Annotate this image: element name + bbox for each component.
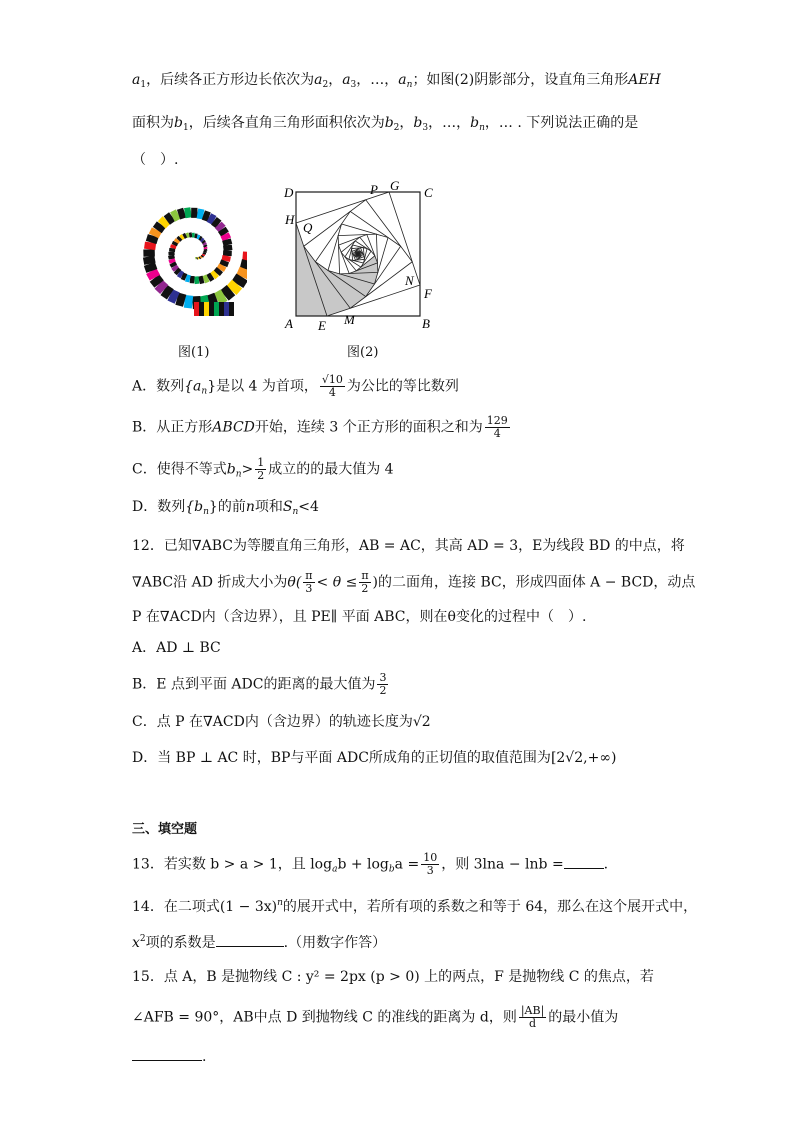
spiral-segment	[205, 247, 206, 249]
text: .	[202, 1049, 207, 1065]
spiral-segment	[198, 258, 199, 259]
fraction	[421, 852, 439, 877]
spiral-segment	[220, 265, 223, 269]
spiral-segment	[209, 299, 217, 302]
q11-option-d: D．数列$\{b_n\}$的前n项和$S_n<4$	[132, 499, 319, 517]
spiral-segment	[224, 290, 231, 295]
spiral-tail-segment	[209, 302, 214, 316]
spiral-segment	[170, 295, 177, 298]
math: (1 − 3x)	[219, 899, 278, 915]
text: ，… . 下列说法正确的是	[484, 115, 639, 131]
text: <4	[298, 499, 319, 515]
text: 开始，连续 3 个正方形的面积之和为	[254, 419, 483, 436]
text: C．使得不等式	[132, 461, 227, 478]
text: 的展开式中，若所有项的系数之和等于 64，那么在这个展开式中，	[282, 899, 698, 915]
math-b1: b	[174, 115, 183, 131]
label-F: F	[424, 286, 432, 301]
math: {a	[184, 378, 202, 395]
text: ，后续各正方形边长依次为	[146, 72, 315, 88]
spiral-segment	[204, 243, 205, 245]
math: x	[132, 935, 140, 951]
spiral-segment	[172, 214, 178, 217]
math-aeh: AEH	[628, 72, 661, 88]
text: ，…，	[356, 72, 399, 88]
spiral-segment	[208, 276, 212, 279]
numerator: √10	[321, 373, 343, 386]
spiral-segment	[218, 225, 222, 229]
spiral-segment	[149, 257, 150, 264]
spiral-segment	[149, 264, 151, 271]
spiral-segment	[238, 277, 243, 284]
spiral-segment	[186, 278, 190, 279]
q13-line	[132, 852, 608, 880]
label-H: H	[285, 212, 295, 227]
text: ，	[328, 72, 343, 88]
text: }的前	[208, 499, 246, 515]
math: {b	[185, 499, 204, 515]
label-D: D	[284, 185, 294, 200]
math: n	[245, 499, 255, 515]
fraction	[303, 570, 314, 595]
math-a2: a	[314, 72, 323, 88]
text: 成立的的最大值为 4	[268, 461, 394, 478]
q11-intro-line-1: $a_1$，后续各正方形边长依次为$a_2$，$a_3$，…，$a_n$；如图(2)阴影部分，设直角三角形AEH	[132, 72, 661, 90]
math: θ(	[287, 574, 302, 591]
fraction	[255, 457, 266, 482]
spiral-segment	[162, 220, 167, 225]
spiral-segment	[197, 213, 203, 214]
superscript: n	[277, 898, 283, 908]
text: 项和	[254, 499, 283, 515]
numerator: 3	[379, 671, 387, 684]
spiral-segment	[176, 240, 178, 243]
q11-intro-line-2: 面积为$b_1$，后续各直角三角形面积依次为$b_2$，$b_3$，…，$b_n$，… . 下列说法正确的是	[132, 115, 639, 133]
spiral-segment	[226, 240, 228, 245]
spiral-segment	[199, 279, 203, 280]
spiral-segment	[197, 237, 199, 238]
spiral-segment	[203, 215, 209, 217]
text: ，	[399, 115, 414, 131]
spiral-segment	[204, 278, 208, 280]
spiral-segment	[223, 261, 225, 266]
q15-line-3	[132, 1046, 206, 1067]
text: ∇ABC沿 AD 折成大小为	[132, 574, 288, 591]
text: 的最小值为	[548, 1009, 619, 1026]
text: }是以 4 为首项，	[207, 378, 318, 395]
label-N: N	[405, 273, 414, 288]
spiral-segment	[176, 270, 179, 273]
spiral-segment	[231, 284, 237, 290]
label-Q: Q	[303, 220, 313, 235]
q14-line-2	[132, 929, 386, 953]
spiral-segment	[182, 276, 186, 278]
spiral-segment	[157, 225, 161, 231]
q12-line-3: P 在∇ACD内（含边界），且 PE∥ 平面 ABC，则在θ变化的过程中（ ）.	[132, 609, 587, 625]
spiral-segment	[222, 229, 225, 234]
spiral-segment	[203, 241, 205, 243]
denominator: d	[529, 1017, 537, 1030]
q11-option-c: C．使得不等式$b_n>$ $\frac{1}{2}$ 成立的的最大值为 4	[132, 456, 394, 482]
spiral-segment	[179, 213, 185, 215]
spiral-segment	[171, 259, 172, 263]
subscript: a	[332, 864, 338, 875]
text: ，后续各直角三角形面积依次为	[188, 115, 385, 131]
label-G: G	[390, 180, 400, 193]
text: >	[241, 461, 254, 478]
numerator: 129	[486, 414, 508, 427]
denominator: 3	[426, 864, 434, 877]
text: b + log	[337, 856, 389, 873]
spiral-tail-segment	[224, 302, 229, 316]
spiral-tail-segment	[199, 302, 204, 316]
denominator: 2	[361, 582, 369, 595]
q11-answer-bracket: （ ）.	[132, 152, 179, 168]
numerator: π	[305, 569, 313, 582]
spiral-segment	[205, 245, 206, 247]
superscript: 2	[139, 934, 146, 944]
math: √2	[412, 714, 431, 730]
text: A．数列	[132, 378, 185, 395]
text: 项的系数是	[145, 935, 216, 951]
math-bn: b	[470, 115, 480, 131]
fraction	[320, 374, 345, 399]
spiral-segment	[217, 295, 224, 299]
q12-option-a: A．AD ⊥ BC	[132, 640, 221, 656]
spiral-segment	[172, 263, 174, 266]
q12-line-2	[132, 570, 695, 595]
label-A: A	[285, 316, 293, 331]
spiral-segment	[150, 242, 151, 249]
answer-blank[interactable]	[132, 1046, 202, 1061]
text: ；如图(2)阴影部分，设直角三角形	[412, 72, 629, 88]
spiral-segment	[201, 239, 203, 240]
q11-option-b	[132, 415, 512, 440]
text: ，则 3lna − lnb =	[441, 856, 564, 873]
spiral-segment	[167, 217, 172, 221]
q15-line-2	[132, 1005, 618, 1030]
spiral-segment	[227, 245, 228, 250]
math-an: a	[398, 72, 407, 88]
math: [2√2,+∞)	[550, 750, 617, 766]
text: 面积为	[132, 115, 174, 131]
spiral-segment	[225, 234, 227, 239]
spiral-segment	[151, 236, 153, 243]
figure-2-nested-squares	[282, 180, 442, 335]
spiral-segment	[171, 255, 172, 259]
numerator: |AB|	[520, 1004, 545, 1017]
spiral-segment	[174, 267, 177, 270]
text: B．E 点到平面 ADC的距离的最大值为	[132, 676, 376, 693]
denominator: 3	[305, 582, 313, 595]
spiral-segment	[199, 257, 200, 258]
q12-option-d	[132, 748, 616, 768]
spiral-segment	[214, 221, 219, 225]
text: a =	[394, 856, 420, 873]
denominator: 2	[257, 469, 265, 482]
math: ABCD	[212, 419, 255, 436]
spiral-segment	[178, 238, 180, 240]
text: ，…，	[428, 115, 471, 131]
text: 13．若实数 b > a > 1，且 log	[132, 856, 333, 873]
fraction	[485, 415, 510, 440]
spiral-segment	[189, 235, 192, 236]
spiral-segment	[201, 257, 202, 258]
spiral-tail-segment	[229, 302, 234, 316]
spiral-segment	[185, 301, 193, 302]
label-E: E	[318, 318, 326, 333]
figure-2-caption: 图(2)	[347, 345, 379, 360]
fraction	[377, 672, 388, 697]
spiral-tail-segment	[219, 302, 224, 316]
figure-1-spiral	[132, 190, 247, 330]
label-B: B	[422, 316, 430, 331]
spiral-segment	[226, 256, 227, 261]
q12-option-b	[132, 672, 390, 697]
section-title: 三、填空题	[132, 822, 198, 837]
fraction	[519, 1005, 546, 1030]
q12-line-1: 12．已知∇ABC为等腰直角三角形，AB = AC，其高 AD = 3，E为线段 BD 的中点，将	[132, 538, 685, 554]
numerator: π	[361, 569, 369, 582]
spiral-segment	[184, 235, 187, 236]
denominator: 2	[379, 684, 387, 697]
spiral-tail-segment	[204, 302, 209, 316]
numerator: 10	[423, 851, 438, 864]
spiral-segment	[213, 273, 217, 276]
spiral-segment	[186, 235, 189, 236]
math: < θ ≤	[316, 574, 358, 591]
spiral-segment	[199, 238, 201, 239]
spiral-segment	[217, 270, 220, 274]
text: ∠AFB = 90°，AB中点 D 到抛物线 C 的准线的距离为 d，则	[132, 1009, 517, 1026]
math: S	[282, 499, 293, 515]
spiral-segment	[151, 271, 155, 278]
math-a1: a	[132, 72, 141, 88]
spiral-segment	[154, 278, 159, 284]
numerator: 1	[257, 456, 265, 469]
text: 14．在二项式	[132, 899, 220, 915]
spiral-segment	[174, 242, 175, 245]
denominator: 4	[493, 427, 501, 440]
spiral-segment	[177, 299, 185, 301]
q14-line-1	[132, 893, 697, 917]
label-M: M	[344, 312, 355, 327]
denominator: 4	[328, 386, 336, 399]
text: B．从正方形	[132, 419, 213, 436]
text: 为公比的等比数列	[346, 378, 459, 395]
q11-option-a: A．数列$\{a_n\}$是以 4 为首项， $\frac{√10}{4}$ 为公比的等比数列	[132, 373, 459, 399]
text: C．点 P 在∇ACD内（含边界）的轨迹长度为	[132, 714, 413, 730]
subscript: b	[388, 864, 395, 875]
figure-1-caption: 图(1)	[178, 345, 210, 360]
spiral-segment	[243, 269, 246, 277]
spiral-tail-segment	[214, 302, 219, 316]
spiral-segment	[173, 245, 174, 248]
text: )的二面角，连接 BC，形成四面体 A − BCD，动点	[372, 574, 696, 591]
spiral-segment	[181, 236, 183, 238]
spiral-segment	[154, 230, 157, 236]
label-P: P	[370, 182, 378, 197]
math-b3: b	[413, 115, 423, 131]
spiral-segment	[202, 256, 203, 257]
math-a3: a	[342, 72, 351, 88]
spiral-segment	[185, 212, 191, 213]
spiral-segment	[164, 290, 170, 294]
math: b	[226, 461, 236, 478]
text: D．数列	[132, 499, 186, 515]
answer-blank[interactable]	[216, 932, 284, 947]
label-C: C	[424, 185, 433, 200]
spiral-tail-segment	[194, 302, 199, 316]
q12-option-c	[132, 712, 431, 732]
spiral-segment	[179, 273, 183, 275]
q15-line-1: 15．点 A，B 是抛物线 C : y² = 2px (p > 0) 上的两点，F 是抛物线 C 的焦点，若	[132, 969, 654, 985]
fraction	[359, 570, 370, 595]
spiral-segment	[159, 284, 165, 289]
text: .（用数字作答）	[283, 935, 387, 951]
text: D．当 BP ⊥ AC 时，BP与平面 ADC所成角的正切值的取值范围为	[132, 750, 551, 766]
math-b2: b	[384, 115, 394, 131]
spiral-segment	[209, 218, 214, 221]
answer-blank[interactable]	[564, 854, 604, 869]
text: .	[603, 856, 609, 873]
